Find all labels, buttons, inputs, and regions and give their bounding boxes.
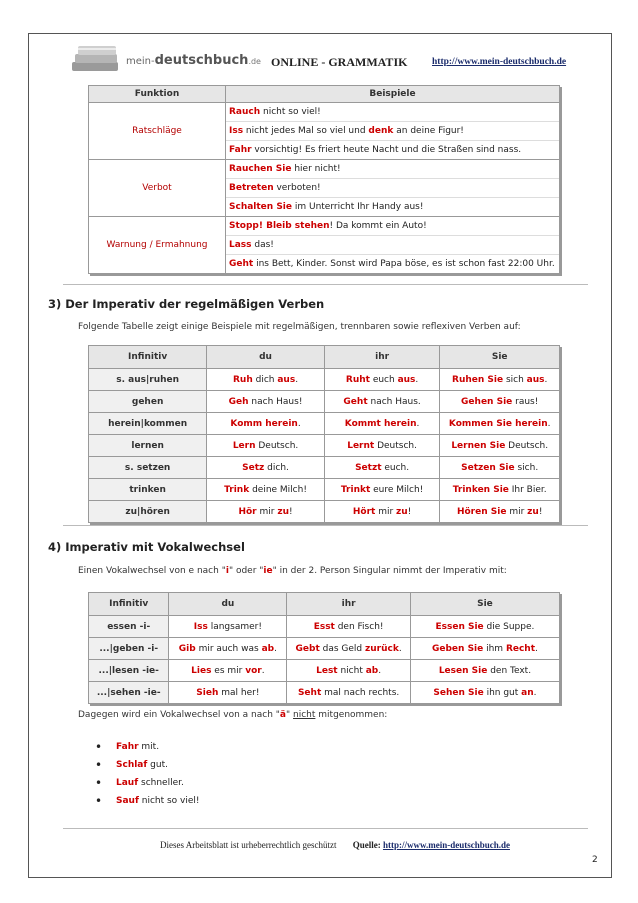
plain-text: Dagegen wird ein Vokalwechsel von a nach " — [78, 710, 280, 720]
plain-text: . — [261, 665, 265, 676]
imperative-form: aus — [277, 374, 296, 385]
ihr-cell — [287, 682, 411, 704]
plain-text: Deutsch. — [255, 440, 299, 451]
table-row — [89, 413, 560, 435]
infinitive-cell: zu|hören — [89, 501, 207, 523]
imperative-form: Lernen Sie — [451, 440, 506, 451]
plain-text: im Unterricht Ihr Handy aus! — [292, 202, 424, 212]
imperative-form: Hör — [238, 506, 257, 517]
imperative-form: Schlaf — [116, 760, 148, 770]
plain-text: mitgenommen: — [315, 710, 388, 720]
logo-main: deutschbuch — [154, 53, 249, 68]
sie-cell — [410, 638, 559, 660]
example-line — [226, 255, 559, 273]
ihr-cell — [324, 413, 440, 435]
imperative-form: Lesen Sie — [438, 665, 488, 676]
imperative-form: Rauchen Sie — [229, 164, 292, 174]
imperative-form: vor — [245, 665, 262, 676]
infinitive-cell: s. aus|ruhen — [89, 369, 207, 391]
imperative-form: i — [225, 566, 229, 576]
col-header-infinitiv: Infinitiv — [89, 593, 169, 616]
imperative-form: Geben Sie — [431, 643, 484, 654]
plain-text: . — [547, 418, 551, 429]
imperative-form: Ruh — [233, 374, 253, 385]
table-row — [89, 391, 560, 413]
plain-text: Deutsch. — [374, 440, 417, 451]
plain-text: . — [533, 687, 537, 698]
list-item — [95, 774, 200, 792]
plain-text: sich. — [514, 462, 539, 473]
plain-text: ihm — [483, 643, 506, 654]
col-header-du: du — [207, 346, 325, 369]
table-row — [89, 435, 560, 457]
section4-note — [78, 710, 387, 720]
infinitive-cell: ...|lesen -ie- — [89, 660, 169, 682]
plain-text: sich — [503, 374, 527, 385]
infinitive-cell: herein|kommen — [89, 413, 207, 435]
imperative-form: Lern — [232, 440, 256, 451]
plain-text: " in der 2. Person Singular nimmt der Imperativ mit: — [272, 566, 507, 576]
plain-text: mir — [256, 506, 278, 517]
plain-text: langsamer! — [207, 621, 262, 632]
du-cell — [207, 391, 325, 413]
plain-text: dich — [252, 374, 278, 385]
underlined-text: nicht — [293, 710, 316, 720]
example-line — [226, 141, 559, 159]
table-row — [89, 103, 560, 160]
imperative-form: Sauf — [116, 796, 139, 806]
plain-text: " oder " — [228, 566, 264, 576]
infinitive-cell: essen -i- — [89, 616, 169, 638]
imperative-form: zu — [277, 506, 289, 517]
section3-intro: Folgende Tabelle zeigt einige Beispiele mit regelmäßigen, trennbaren sowie reflexiven Verben auf: — [78, 322, 521, 332]
sie-cell — [410, 660, 559, 682]
vowel-change-table — [88, 592, 560, 704]
example-line — [226, 217, 559, 236]
imperative-form: Rauch — [229, 107, 261, 117]
sie-cell — [440, 435, 560, 457]
plain-text: . — [535, 643, 538, 654]
imperative-form: Hört — [352, 506, 376, 517]
plain-text: mir — [375, 506, 397, 517]
infinitive-cell: ...|sehen -ie- — [89, 682, 169, 704]
list-item — [95, 738, 200, 756]
section4-title: 4) Imperativ mit Vokalwechsel — [48, 540, 245, 554]
plain-text: mal nach rechts. — [321, 687, 400, 698]
imperative-form: Schalten Sie — [229, 202, 292, 212]
table-row — [89, 160, 560, 217]
plain-text: mal her! — [218, 687, 260, 698]
examples-cell — [226, 217, 560, 274]
plain-text: nicht so viel! — [260, 107, 321, 117]
divider — [63, 284, 588, 285]
imperative-form: Seht — [297, 687, 322, 698]
plain-text: nicht so viel! — [138, 796, 200, 806]
table-row — [89, 501, 560, 523]
imperative-form: Lass — [229, 240, 252, 250]
imperative-form: zu — [527, 506, 539, 517]
header-title: ONLINE - GRAMMATIK — [271, 55, 408, 69]
imperative-form: zu — [396, 506, 408, 517]
header-url-link[interactable]: http://www.mein-deutschbuch.de — [432, 57, 567, 67]
imperative-form: Lernt — [347, 440, 375, 451]
plain-text: hier nicht! — [291, 164, 341, 174]
imperative-form: Trinken Sie — [452, 484, 509, 495]
imperative-form: Fahr — [229, 145, 252, 155]
imperative-form: Betreten — [229, 183, 274, 193]
du-cell — [207, 479, 325, 501]
sie-cell — [440, 501, 560, 523]
section3-title: 3) Der Imperativ der regelmäßigen Verben — [48, 297, 325, 311]
imperative-form: Recht — [505, 643, 536, 654]
table-row — [89, 217, 560, 274]
plain-text: ! — [288, 506, 293, 517]
du-cell — [207, 501, 325, 523]
imperative-form: Ruht — [345, 374, 370, 385]
col-header-ihr: ihr — [287, 593, 411, 616]
plain-text: . — [544, 374, 548, 385]
sie-cell — [440, 457, 560, 479]
infinitive-cell: trinken — [89, 479, 207, 501]
ihr-cell — [287, 616, 411, 638]
du-cell — [169, 638, 287, 660]
sie-cell — [410, 616, 559, 638]
imperative-form: zurück — [365, 643, 399, 654]
plain-text: . — [378, 665, 382, 676]
ihr-cell — [324, 479, 440, 501]
plain-text: . — [297, 418, 301, 429]
plain-text: verboten! — [273, 183, 321, 193]
imperative-form: Ruhen Sie — [452, 374, 504, 385]
infinitive-cell: ...|geben -i- — [89, 638, 169, 660]
imperative-form: Setzt — [355, 462, 382, 473]
plain-text: den Text. — [487, 665, 532, 676]
imperative-form: Esst — [313, 621, 335, 632]
imperative-form: Geht — [343, 396, 368, 407]
infinitive-cell: gehen — [89, 391, 207, 413]
du-cell — [169, 682, 287, 704]
table-row — [89, 616, 560, 638]
plain-text: deine Milch! — [249, 484, 307, 495]
plain-text: nach Haus. — [367, 396, 421, 407]
sie-cell — [440, 413, 560, 435]
plain-text: " — [286, 710, 294, 720]
plain-text: das! — [251, 240, 274, 250]
plain-text: . — [415, 374, 419, 385]
plain-text: den Fisch! — [334, 621, 384, 632]
imperative-form: Kommt herein — [344, 418, 417, 429]
du-cell — [207, 369, 325, 391]
col-header-sie: Sie — [410, 593, 559, 616]
plain-text: ins Bett, Kinder. Sonst wird Papa böse, es ist schon fast 22:00 Uhr. — [253, 259, 555, 269]
col-header-ihr: ihr — [324, 346, 440, 369]
section4-intro — [78, 566, 507, 576]
imperative-form: denk — [368, 126, 394, 136]
plain-text: gut. — [147, 760, 168, 770]
imperative-form: Geht — [229, 259, 254, 269]
source-label: Quelle: — [352, 840, 381, 850]
page-header — [70, 40, 590, 80]
list-item — [95, 756, 200, 774]
ihr-cell — [324, 369, 440, 391]
sie-cell — [440, 369, 560, 391]
plain-text: eure Milch! — [370, 484, 424, 495]
plain-text: mit. — [138, 742, 160, 752]
imperative-form: Gebt — [295, 643, 320, 654]
sie-cell — [410, 682, 559, 704]
plain-text: . — [416, 418, 420, 429]
book-stack-icon — [70, 44, 122, 74]
example-list — [95, 738, 200, 810]
imperative-form: Geh — [228, 396, 249, 407]
imperative-form: ab — [365, 665, 379, 676]
table-row — [89, 457, 560, 479]
plain-text: ihn gut — [483, 687, 522, 698]
imperative-form: aus — [397, 374, 416, 385]
sie-cell — [440, 479, 560, 501]
examples-cell — [226, 160, 560, 217]
imperative-form: Essen Sie — [435, 621, 484, 632]
table-row — [89, 682, 560, 704]
plain-text: nach Haus! — [248, 396, 303, 407]
ihr-cell — [324, 435, 440, 457]
example-line — [226, 103, 559, 122]
du-cell — [169, 660, 287, 682]
imperative-form: ab — [261, 643, 275, 654]
example-line — [226, 198, 559, 216]
divider — [63, 525, 588, 526]
imperative-form: Iss — [229, 126, 244, 136]
list-item — [95, 792, 200, 810]
plain-text: mir — [506, 506, 528, 517]
imperative-form: Trink — [224, 484, 250, 495]
plain-text: das Geld — [319, 643, 365, 654]
imperative-form: Setzen Sie — [461, 462, 515, 473]
ihr-cell — [324, 501, 440, 523]
plain-text: Einen Vokalwechsel von e nach " — [78, 566, 226, 576]
ihr-cell — [287, 660, 411, 682]
col-header-function: Funktion — [89, 86, 226, 103]
table-row — [89, 660, 560, 682]
imperative-form: ä — [279, 710, 286, 720]
imperative-form: Lauf — [116, 778, 139, 788]
example-line — [226, 179, 559, 198]
col-header-sie: Sie — [440, 346, 560, 369]
page-footer — [160, 840, 510, 850]
plain-text: schneller. — [138, 778, 184, 788]
source-url-link[interactable]: http://www.mein-deutschbuch.de — [382, 840, 510, 850]
plain-text: nicht — [337, 665, 366, 676]
examples-cell — [226, 103, 560, 160]
plain-text: Ihr Bier. — [508, 484, 547, 495]
table-row — [89, 479, 560, 501]
imperative-form: Setz — [242, 462, 265, 473]
imperative-form: Trinkt — [340, 484, 371, 495]
imperative-form: Hören Sie — [456, 506, 507, 517]
function-label: Verbot — [89, 160, 226, 217]
table-row — [89, 369, 560, 391]
infinitive-cell: s. setzen — [89, 457, 207, 479]
plain-text: es mir — [211, 665, 246, 676]
plain-text: . — [398, 643, 402, 654]
du-cell — [207, 457, 325, 479]
imperative-form: Kommen Sie herein — [448, 418, 548, 429]
imperative-form: Lest — [316, 665, 338, 676]
plain-text: Deutsch. — [505, 440, 549, 451]
site-logo — [126, 53, 261, 68]
plain-text: ! — [407, 506, 412, 517]
function-label: Ratschläge — [89, 103, 226, 160]
imperative-form: Lies — [191, 665, 212, 676]
imperative-form: Sehen Sie — [433, 687, 484, 698]
imperative-form: Komm herein — [230, 418, 298, 429]
page-number: 2 — [592, 855, 598, 865]
plain-text: mir auch was — [195, 643, 262, 654]
sie-cell — [440, 391, 560, 413]
imperative-form: an — [521, 687, 534, 698]
logo-prefix: mein- — [126, 56, 155, 67]
ihr-cell — [324, 391, 440, 413]
imperative-form: Iss — [193, 621, 208, 632]
plain-text: euch — [369, 374, 398, 385]
plain-text: . — [295, 374, 299, 385]
ihr-cell — [324, 457, 440, 479]
imperative-form: Sieh — [196, 687, 219, 698]
plain-text: an deine Figur! — [393, 126, 464, 136]
function-label: Warnung / Ermahnung — [89, 217, 226, 274]
plain-text: dich. — [264, 462, 289, 473]
du-cell — [169, 616, 287, 638]
plain-text: die Suppe. — [483, 621, 535, 632]
col-header-infinitiv: Infinitiv — [89, 346, 207, 369]
imperative-form: aus — [526, 374, 545, 385]
table-row — [89, 638, 560, 660]
regular-verbs-table — [88, 345, 560, 523]
plain-text: . — [274, 643, 277, 654]
example-line — [226, 236, 559, 255]
plain-text: vorsichtig! Es friert heute Nacht und die Straßen sind nass. — [251, 145, 522, 155]
imperative-form: Gib — [178, 643, 196, 654]
copyright-text: Dieses Arbeitsblatt ist urheberrechtlich geschützt — [160, 840, 337, 850]
plain-text: ! Da kommt ein Auto! — [329, 221, 427, 231]
imperative-form: Stopp! Bleib stehen — [229, 221, 330, 231]
du-cell — [207, 413, 325, 435]
example-line — [226, 160, 559, 179]
plain-text: nicht jedes Mal so viel und — [243, 126, 369, 136]
plain-text: euch. — [381, 462, 410, 473]
imperative-form: Gehen Sie — [461, 396, 513, 407]
functions-table — [88, 85, 560, 274]
du-cell — [207, 435, 325, 457]
imperative-form: Fahr — [116, 742, 139, 752]
col-header-examples: Beispiele — [226, 86, 560, 103]
plain-text: raus! — [512, 396, 539, 407]
example-line — [226, 122, 559, 141]
logo-suffix: .de — [248, 57, 261, 66]
plain-text: ! — [538, 506, 543, 517]
ihr-cell — [287, 638, 411, 660]
col-header-du: du — [169, 593, 287, 616]
divider — [63, 828, 588, 829]
infinitive-cell: lernen — [89, 435, 207, 457]
imperative-form: ie — [263, 566, 273, 576]
